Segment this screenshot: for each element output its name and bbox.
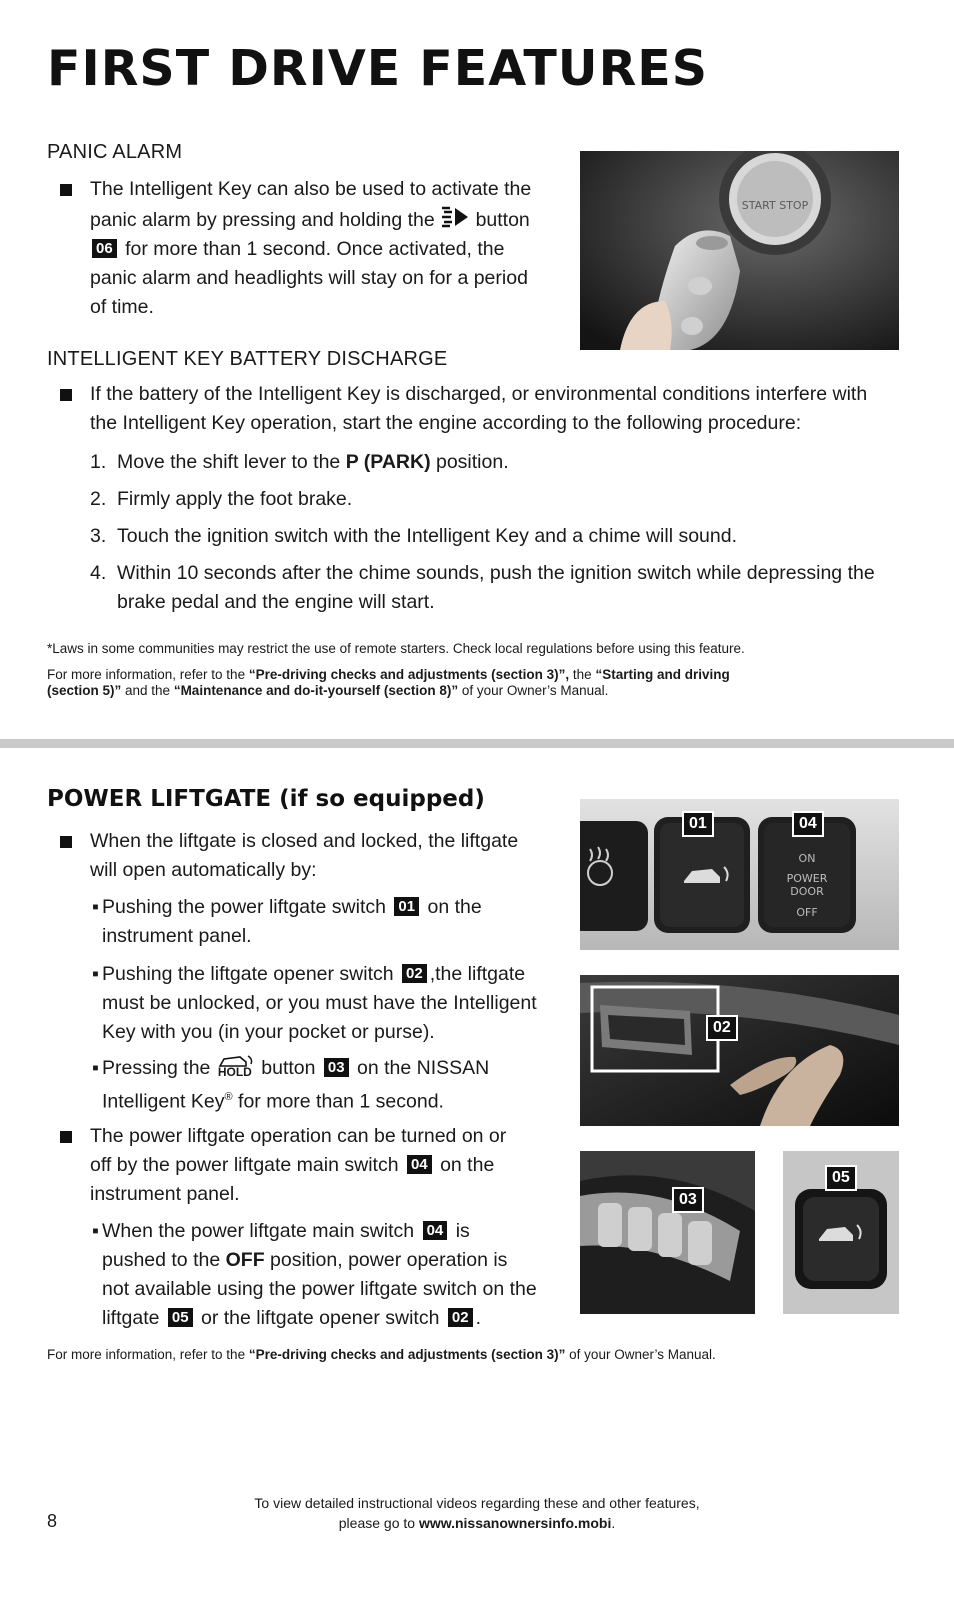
liftgate-opener-switch-photo bbox=[580, 975, 899, 1126]
photo-illustration bbox=[580, 799, 899, 950]
callout-badge: 01 bbox=[394, 897, 419, 916]
panic-alarm-heading: PANIC ALARM bbox=[47, 141, 183, 163]
liftgate-bullet-1 bbox=[60, 827, 560, 885]
liftgate-switch-photo bbox=[783, 1151, 899, 1314]
panic-alarm-bullet bbox=[60, 175, 560, 322]
callout-badge: 06 bbox=[92, 239, 117, 258]
photo-label-05: 05 bbox=[825, 1165, 857, 1191]
photo-label-02: 02 bbox=[706, 1015, 738, 1041]
battery-discharge-heading: INTELLIGENT KEY BATTERY DISCHARGE bbox=[47, 348, 448, 370]
photo-illustration bbox=[580, 975, 899, 1126]
text-line: will open automatically by: bbox=[90, 859, 317, 881]
list-item: 4. Within 10 seconds after the chime sounds, push the ignition switch while depressing the brake pedal and the engine will start. bbox=[90, 562, 875, 613]
liftgate-manual-reference: For more information, refer to the “Pre-driving checks and adjustments (section 3)” of your Owner’s Manual. bbox=[47, 1347, 716, 1362]
callout-badge: 05 bbox=[168, 1308, 193, 1327]
callout-badge: 04 bbox=[423, 1221, 448, 1240]
callout-badge: 02 bbox=[402, 964, 427, 983]
photo-illustration bbox=[580, 151, 899, 350]
text-line: When the liftgate is closed and locked, the liftgate bbox=[90, 830, 519, 852]
text-line: panic alarm by pressing and holding the button bbox=[90, 204, 560, 235]
bullet-square-icon bbox=[60, 389, 72, 401]
panic-button-icon bbox=[440, 204, 470, 230]
sub-bullet-liftgate-switch: ▪ Pushing the power liftgate switch 01 on the instrument panel. bbox=[92, 893, 552, 951]
owners-info-link[interactable]: www.nissanownersinfo.mobi bbox=[418, 1515, 612, 1531]
svg-text:ON: ON bbox=[798, 852, 816, 865]
liftgate-bullet-2 bbox=[60, 1122, 560, 1209]
key-fob-buttons-photo bbox=[580, 1151, 755, 1314]
list-item: 2. Firmly apply the foot brake. bbox=[90, 488, 353, 510]
bullet-square-icon bbox=[60, 184, 72, 196]
list-item: 3. Touch the ignition switch with the Intelligent Key and a chime will sound. bbox=[90, 525, 738, 547]
bullet-square-icon bbox=[60, 836, 72, 848]
svg-text:OFF: OFF bbox=[796, 906, 818, 919]
sub-bullet-hold-button: ▪ Pressing the HOLD button 03 on the NISSAN Intelligent Key® for more than 1 second. bbox=[92, 1054, 552, 1117]
svg-text:POWER: POWER bbox=[786, 872, 828, 885]
list-item: 1. Move the shift lever to the P (PARK) position. bbox=[90, 451, 509, 473]
intelligent-key-start-button-photo bbox=[580, 151, 899, 350]
photo-label-01: 01 bbox=[682, 811, 714, 837]
callout-badge: 04 bbox=[407, 1155, 432, 1174]
page-title: FIRST DRIVE FEATURES bbox=[47, 40, 709, 97]
sub-bullet-dot: ▪ bbox=[92, 896, 99, 918]
svg-text:DOOR: DOOR bbox=[790, 885, 824, 898]
laws-footnote: *Laws in some communities may restrict the use of remote starters. Check local regulations before using this feature. bbox=[47, 641, 745, 656]
callout-badge: 02 bbox=[448, 1308, 473, 1327]
text-line: The power liftgate operation can be turned on or bbox=[90, 1125, 507, 1147]
photo-illustration bbox=[580, 1151, 755, 1314]
callout-badge: 03 bbox=[324, 1058, 349, 1077]
start-stop-text: START STOP bbox=[741, 199, 809, 212]
bullet-square-icon bbox=[60, 1131, 72, 1143]
sub-bullet-opener-switch: ▪ Pushing the liftgate opener switch 02 ,the liftgate must be unlocked, or you must have the Intelligent Key with you (in your pocket or purse). bbox=[92, 960, 552, 1047]
procedure-steps-list bbox=[90, 448, 910, 625]
photo-label-03: 03 bbox=[672, 1187, 704, 1213]
page-number: 8 bbox=[47, 1511, 58, 1531]
section-divider bbox=[0, 739, 954, 748]
manual-reference-note: For more information, refer to the “Pre-driving checks and adjustments (section 3)”, the “Starting and driving (section 5)” and the “Maintenance and do-it-yourself (section 8)” of your Owner’s Manual. bbox=[47, 667, 730, 698]
text-line: off by the power liftgate main switch 04 on the bbox=[90, 1154, 495, 1176]
sub-bullet-dot: ▪ bbox=[92, 1220, 99, 1242]
text-line: the Intelligent Key operation, start the engine according to the following procedure: bbox=[90, 412, 802, 434]
text-line: of time. bbox=[90, 296, 154, 318]
sub-bullet-dot: ▪ bbox=[92, 963, 99, 985]
text-line: 06 for more than 1 second. Once activated, the bbox=[90, 235, 560, 264]
footer-note: To view detailed instructional videos regarding these and other features, please go to www.nissanownersinfo.mobi. bbox=[254, 1495, 700, 1531]
liftgate-hold-icon: HOLD bbox=[216, 1054, 256, 1080]
text-line: If the battery of the Intelligent Key is discharged, or environmental conditions interfere with bbox=[90, 383, 868, 405]
sub-bullet-dot: ▪ bbox=[92, 1057, 99, 1079]
text-line: panic alarm and headlights will stay on for a period bbox=[90, 267, 528, 289]
power-liftgate-heading: POWER LIFTGATE (if so equipped) bbox=[47, 786, 485, 812]
sub-bullet-main-switch-off: ▪ When the power liftgate main switch 04 is pushed to the OFF position, power operation is not available using the power liftgate switch on the liftgate 05 or the liftgate opener switch 02 . bbox=[92, 1217, 562, 1333]
battery-discharge-bullet bbox=[60, 380, 920, 438]
text-line: instrument panel. bbox=[90, 1183, 240, 1205]
instrument-panel-switches-photo bbox=[580, 799, 899, 950]
text-line: The Intelligent Key can also be used to activate the bbox=[90, 178, 532, 200]
photo-label-04: 04 bbox=[792, 811, 824, 837]
